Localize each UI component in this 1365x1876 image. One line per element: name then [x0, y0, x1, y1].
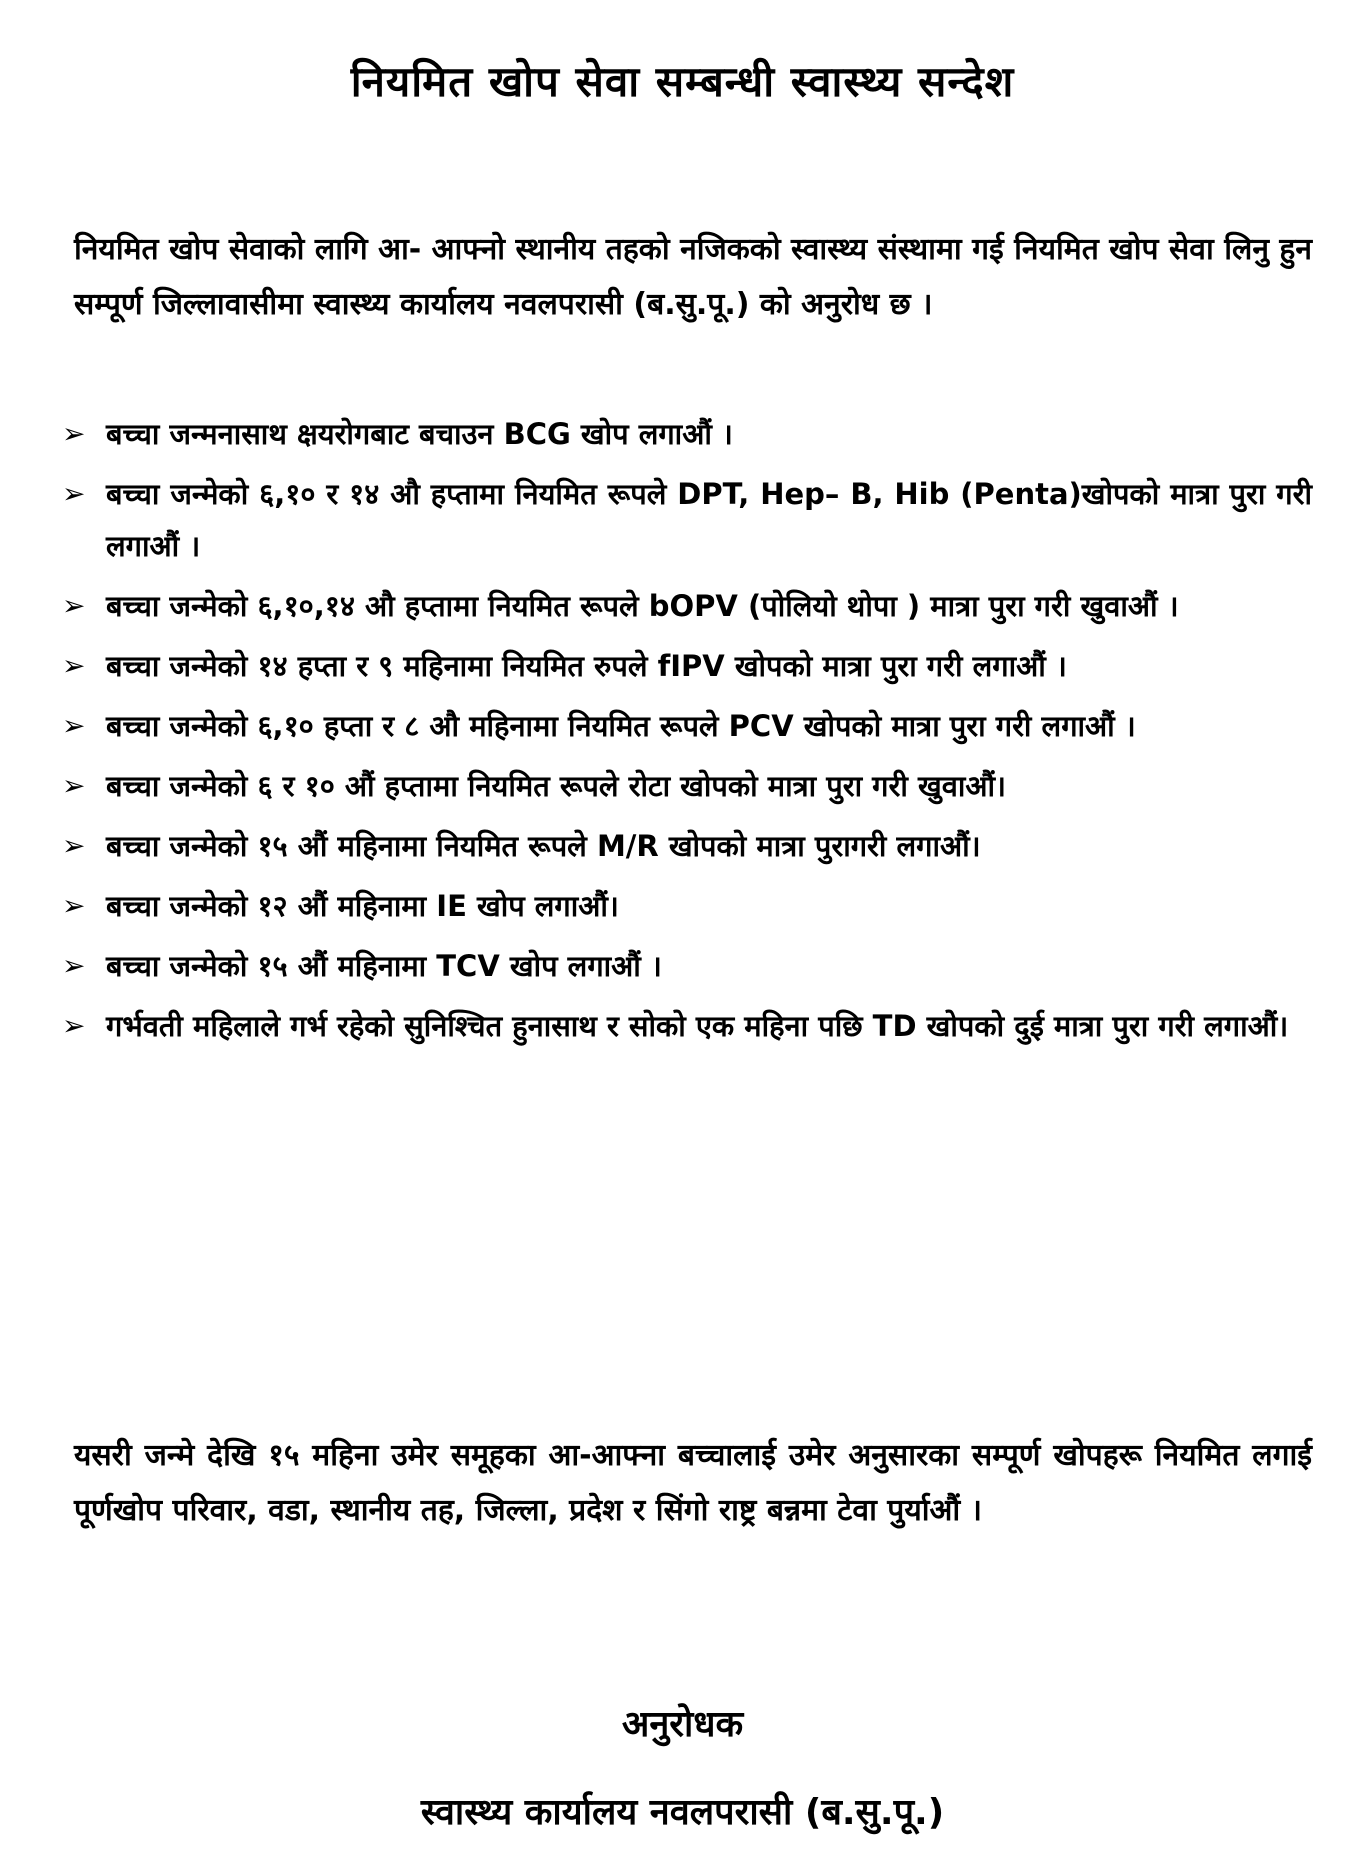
arrow-bullet-icon: ➢ — [62, 709, 86, 742]
arrow-bullet-icon: ➢ — [62, 417, 86, 450]
bullet-text: बच्चा जन्मनासाथ क्षयरोगबाट बचाउन BCG खोप लगाऔं । — [106, 417, 733, 451]
bullet-text: बच्चा जन्मेको ६ र १० औं हप्तामा नियमित रूपले रोटा खोपको मात्रा पुरा गरी खुवाऔं। — [106, 769, 1006, 803]
bullet-text: गर्भवती महिलाले गर्भ रहेको सुनिश्चित हुनासाथ र सोको एक महिना पछि TD खोपको दुई मात्रा पुरा गरी लगाऔं। — [106, 1009, 1289, 1043]
bullet-text: बच्चा जन्मेको १४ हप्ता र ९ महिनामा नियमित रुपले fIPV खोपको मात्रा पुरा गरी लगाऔं । — [106, 649, 1067, 683]
bullet-text: बच्चा जन्मेको ६,१० र १४ औ हप्तामा नियमित रूपले DPT, Hep– B, Hib (Penta)खोपको मात्रा पुरा गरी लगाऔं । — [106, 477, 1312, 563]
vaccine-bullet-list — [62, 408, 1312, 1060]
list-item — [62, 760, 1312, 812]
closing-paragraph: यसरी जन्मे देखि १५ महिना उमेर समूहका आ-आफ्ना बच्चालाई उमेर अनुसारका सम्पूर्ण खोपहरू नियमित लगाई पूर्णखोप परिवार, वडा, स्थानीय तह, जिल्ला, प्रदेश र सिंगो राष्ट्र बन्नमा टेवा पुर्याऔं । — [74, 1438, 1312, 1528]
requester-label: अनुरोधक — [621, 1704, 744, 1745]
arrow-bullet-icon: ➢ — [62, 889, 86, 922]
list-item — [62, 1000, 1312, 1052]
bullet-text: बच्चा जन्मेको १५ औं महिनामा TCV खोप लगाऔं । — [106, 949, 662, 983]
list-item — [62, 820, 1312, 872]
list-item — [62, 408, 1312, 460]
arrow-bullet-icon: ➢ — [62, 829, 86, 862]
bullet-text: बच्चा जन्मेको १५ औं महिनामा नियमित रूपले M/R खोपको मात्रा पुरागरी लगाऔं। — [106, 829, 981, 863]
list-item — [62, 580, 1312, 632]
list-item — [62, 940, 1312, 992]
arrow-bullet-icon: ➢ — [62, 949, 86, 982]
list-item — [62, 700, 1312, 752]
office-name: स्वास्थ्य कार्यालय नवलपरासी (ब.सु.पू.) — [420, 1792, 945, 1833]
bullet-text: बच्चा जन्मेको ६,१० हप्ता र ८ औ महिनामा नियमित रूपले PCV खोपको मात्रा पुरा गरी लगाऔं । — [106, 709, 1136, 743]
list-item — [62, 468, 1312, 572]
list-item — [62, 640, 1312, 692]
document-title: नियमित खोप सेवा सम्बन्धी स्वास्थ्य सन्देश — [350, 57, 1015, 106]
arrow-bullet-icon: ➢ — [62, 589, 86, 622]
list-item — [62, 880, 1312, 932]
arrow-bullet-icon: ➢ — [62, 1009, 86, 1042]
bullet-text: बच्चा जन्मेको १२ औं महिनामा IE खोप लगाऔं। — [106, 889, 619, 923]
arrow-bullet-icon: ➢ — [62, 649, 86, 682]
intro-paragraph: नियमित खोप सेवाको लागि आ- आफ्नो स्थानीय तहको नजिकको स्वास्थ्य संस्थामा गई नियमित खोप सेवा लिनु हुन सम्पूर्ण जिल्लावासीमा स्वास्थ्य कार्यालय नवलपरासी (ब.सु.पू.) को अनुरोध छ । — [74, 232, 1312, 322]
arrow-bullet-icon: ➢ — [62, 769, 86, 802]
bullet-text: बच्चा जन्मेको ६,१०,१४ औ हप्तामा नियमित रूपले bOPV (पोलियो थोपा ) मात्रा पुरा गरी खुवाऔं । — [106, 589, 1179, 623]
arrow-bullet-icon: ➢ — [62, 477, 86, 510]
